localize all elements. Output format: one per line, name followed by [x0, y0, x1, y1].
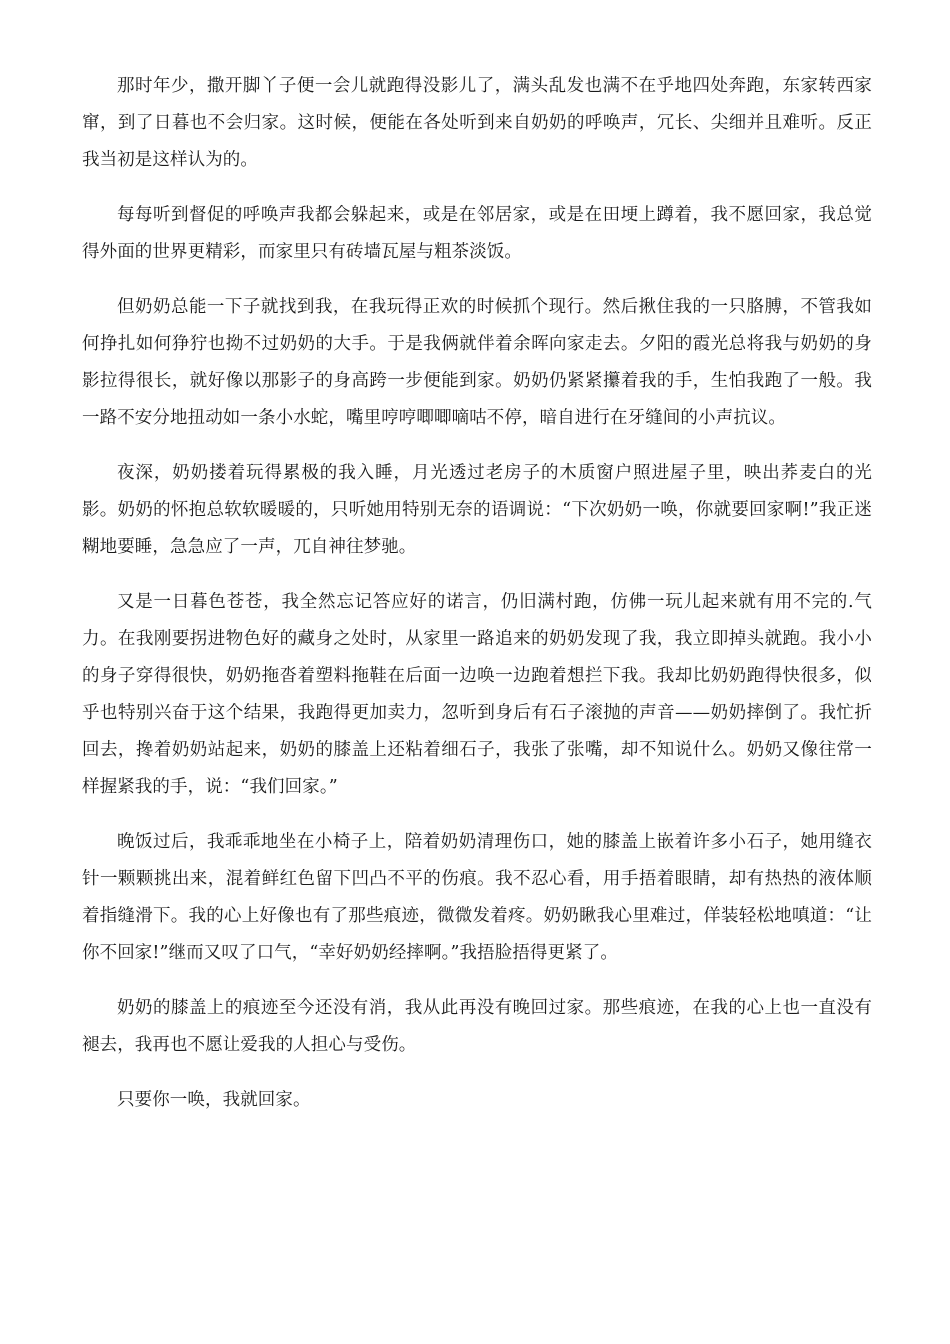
paragraph-4: 夜深，奶奶搂着玩得累极的我入睡，月光透过老房子的木质窗户照进屋子里，映出荞麦白的光影。奶奶的怀抱总软软暖暖的，只听她用特别无奈的语调说：“下次奶奶一唤，你就要回家啊!”我正迷糊地要睡，急急应了一声，兀自神往梦驰。: [82, 463, 872, 557]
document-page: [82, 68, 872, 1137]
paragraph-1: 那时年少，撒开脚丫子便一会儿就跑得没影儿了，满头乱发也满不在乎地四处奔跑，东家转西家窜，到了日暮也不会归家。这时候，便能在各处听到来自奶奶的呼唤声，冗长、尖细并且难听。反正我当初是这样认为的。: [82, 76, 872, 170]
paragraph-6: 晚饭过后，我乖乖地坐在小椅子上，陪着奶奶清理伤口，她的膝盖上嵌着许多小石子，她用缝衣针一颗颗挑出来，混着鲜红色留下凹凸不平的伤痕。我不忍心看，用手捂着眼睛，却有热热的液体顺着指缝滑下。我的心上好像也有了那些痕迹，微微发着疼。奶奶瞅我心里难过，佯装轻松地嗔道：“让你不回家!”继而又叹了口气，“幸好奶奶经摔啊。”我捂脸捂得更紧了。: [82, 832, 872, 963]
paragraph-2: 每每听到督促的呼唤声我都会躲起来，或是在邻居家，或是在田埂上蹲着，我不愿回家，我总觉得外面的世界更精彩，而家里只有砖墙瓦屋与粗茶淡饭。: [82, 205, 872, 262]
paragraph-7: 奶奶的膝盖上的痕迹至今还没有消，我从此再没有晚回过家。那些痕迹，在我的心上也一直没有褪去，我再也不愿让爱我的人担心与受伤。: [82, 998, 872, 1055]
paragraph-8: 只要你一唤，我就回家。: [117, 1090, 311, 1110]
paragraph-5: 又是一日暮色苍苍，我全然忘记答应好的诺言，仍旧满村跑，仿佛一玩儿起来就有用不完的.气力。在我刚要拐进物色好的藏身之处时，从家里一路追来的奶奶发现了我，我立即掉头就跑。我小小的身子穿得很快，奶奶拖沓着塑料拖鞋在后面一边唤一边跑着想拦下我。我却比奶奶跑得快很多，似乎也特别兴奋于这个结果，我跑得更加卖力，忽听到身后有石子滚抛的声音——奶奶摔倒了。我忙折回去，搀着奶奶站起来，奶奶的膝盖上还粘着细石子，我张了张嘴，却不知说什么。奶奶又像往常一样握紧我的手，说：“我们回家。”: [82, 592, 872, 797]
paragraph-3: 但奶奶总能一下子就找到我，在我玩得正欢的时候抓个现行。然后揪住我的一只胳膊，不管我如何挣扎如何狰狞也拗不过奶奶的大手。于是我俩就伴着余晖向家走去。夕阳的霞光总将我与奶奶的身影拉得很长，就好像以那影子的身高跨一步便能到家。奶奶仍紧紧攥着我的手，生怕我跑了一般。我一路不安分地扭动如一条小水蛇，嘴里哼哼唧唧嘀咕不停，暗自进行在牙缝间的小声抗议。: [82, 297, 872, 428]
